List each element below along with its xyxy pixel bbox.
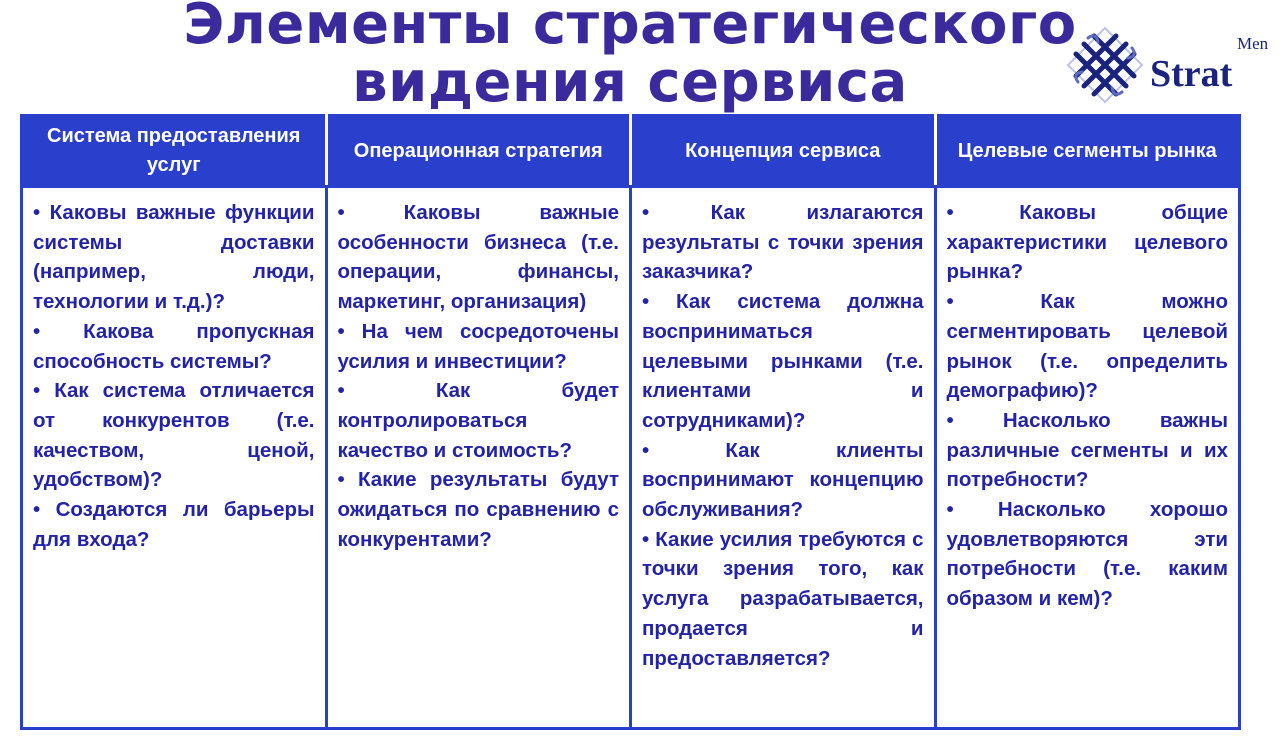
table-row: [22, 187, 1240, 729]
column-service-concept: [631, 187, 936, 729]
bullet-item: • Какова пропускная способность системы?: [33, 319, 315, 373]
column-operating-strategy: [326, 187, 631, 729]
bullet-item: • На чем сосредоточены усилия и инвестиции?: [337, 319, 619, 373]
bullet-item: • Как можно сегментировать целевой рынок (т.е. определить демографию)?: [946, 290, 1228, 403]
bullet-item: • Каковы важные функции системы доставки (например, люди, технологии и т.д.)?: [33, 201, 315, 314]
stratmen-logo: [1062, 22, 1277, 112]
bullet-item: • Как система должна восприниматься целевыми рынками (т.е. клиентами и сотрудниками)?: [642, 290, 924, 432]
bullet-item: • Как система отличается от конкурентов (т.е. качеством, ценой, удобством)?: [33, 379, 315, 492]
bullet-item: • Насколько важны различные сегменты и их потребности?: [946, 408, 1228, 492]
column-delivery-system: [22, 187, 327, 729]
logo-emblem-icon: [1064, 24, 1146, 106]
header-delivery-system: Система предоставления услуг: [22, 116, 327, 187]
header-target-segments: Целевые сегменты рынка: [935, 116, 1240, 187]
bullet-item: • Каковы общие характеристики целевого рынка?: [946, 201, 1228, 284]
header-operating-strategy: Операционная стратегия: [326, 116, 631, 187]
bullet-item: • Какие усилия требуются с точки зрения того, как услуга разрабатывается, продается и предоставляется?: [642, 527, 924, 670]
bullet-item: • Каковы важные особенности бизнеса (т.е. операции, финансы, маркетинг, организация): [337, 201, 619, 314]
bullet-item: • Как излагаются результаты с точки зрения заказчика?: [642, 201, 924, 284]
bullet-item: • Насколько хорошо удовлетворяются эти потребности (т.е. каким образом и кем)?: [946, 498, 1228, 611]
logo-superscript: Men: [1237, 34, 1269, 53]
strategy-table: [20, 114, 1241, 730]
bullet-item: • Как клиенты воспринимают концепцию обслуживания?: [642, 438, 924, 522]
column-target-segments: [935, 187, 1240, 729]
bullet-item: • Как будет контролироваться качество и стоимость?: [337, 379, 619, 462]
table-header-row: [22, 116, 1240, 187]
header-service-concept: Концепция сервиса: [631, 116, 936, 187]
logo-text: Strat: [1150, 53, 1233, 95]
bullet-item: • Какие результаты будут ожидаться по сравнению с конкурентами?: [337, 468, 619, 551]
bullet-item: • Создаются ли барьеры для входа?: [33, 498, 315, 551]
slide-title: Элементы стратегического видения сервиса: [183, 0, 1077, 115]
